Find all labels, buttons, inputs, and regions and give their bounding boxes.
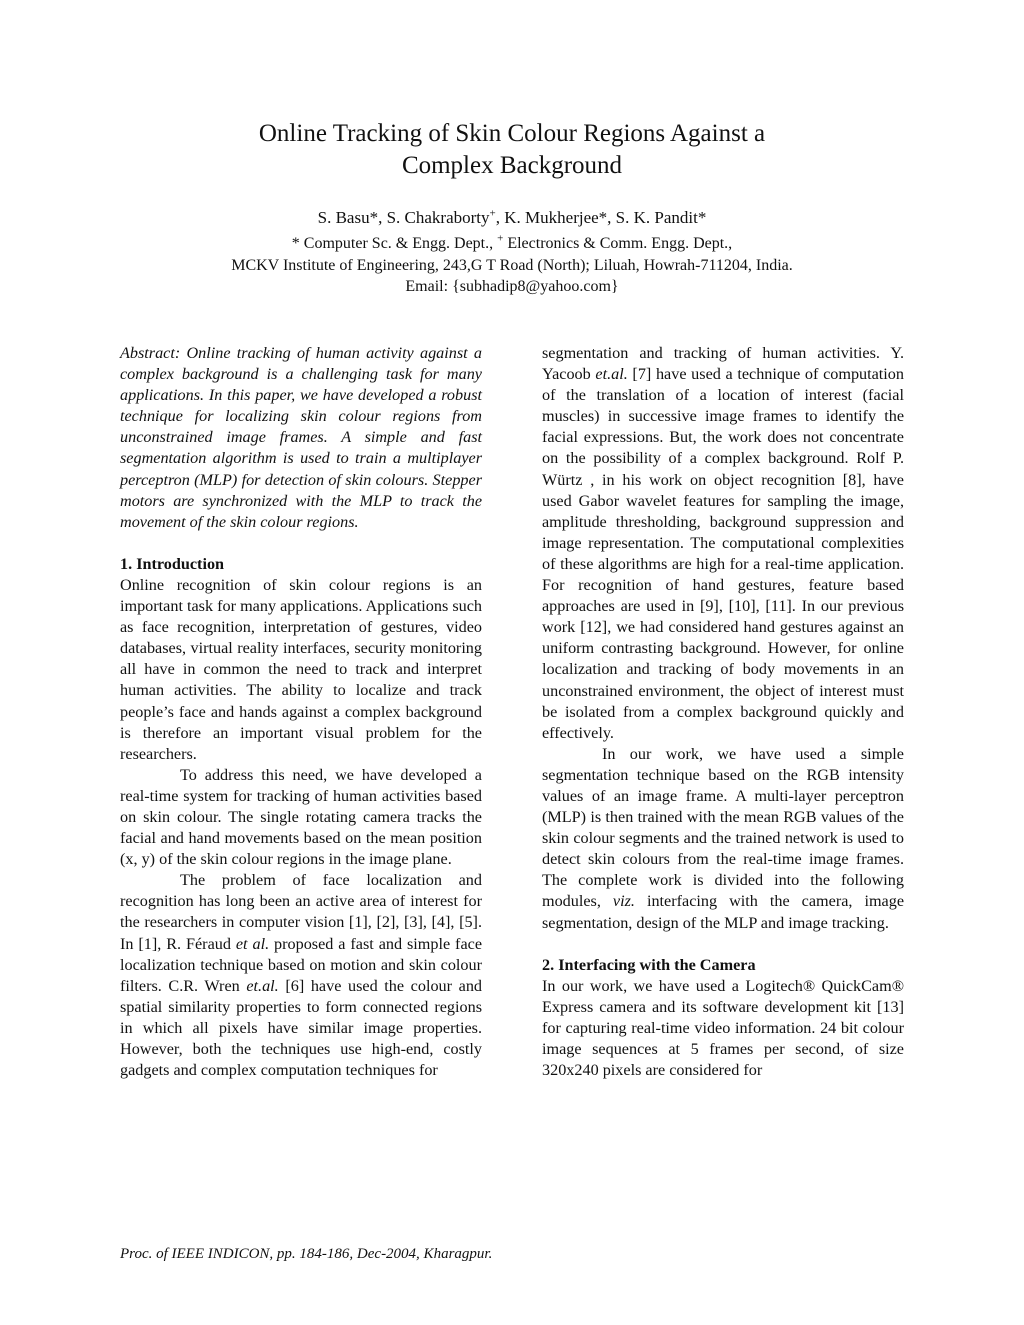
section-2-heading: 2. Interfacing with the Camera xyxy=(542,955,756,974)
affiliation-email: Email: {subhadip8@yahoo.com} xyxy=(405,278,619,295)
left-column xyxy=(120,343,482,1081)
p3-etal-2: et.al. xyxy=(246,976,279,995)
authors-part-1: S. Basu*, S. Chakraborty xyxy=(317,208,490,227)
section-1-paragraph-2: To address this need, we have developed a real-time system for tracking of human activities based on skin colour. The single rotating camera tracks the facial and hand movements based on the mean position (x, y) of the skin colour regions in the image plane. xyxy=(120,765,482,869)
section-1-paragraph-1: Online recognition of skin colour regions is an important task for many applications. Applications such as face recognition, interpretation of gestures, video databases, virtual reality interfaces, security monitoring all have in common the need to track and interpret human activities. The ability to localize and track people’s face and hands against a complex background is therefore an important visual problem for the researchers. xyxy=(120,575,482,763)
affiliation-institute: MCKV Institute of Engineering, 243,G T Road (North); Liluah, Howrah-711204, India. xyxy=(231,257,793,274)
paper-title xyxy=(0,118,1024,182)
affiliation-dept-1: * Computer Sc. & Engg. Dept., xyxy=(291,235,498,252)
rp2-viz: viz. xyxy=(612,892,635,911)
author-list xyxy=(0,207,1024,229)
abstract: Abstract: Online tracking of human activity against a complex background is a challenging task for many applications. In this paper, we have developed a robust technique for localizing skin colour regions from unconstrained image frames. A simple and fast segmentation algorithm is used to train a multiplayer perceptron (MLP) for detection of skin colours. Stepper motors are synchronized with the MLP to track the movement of the skin colour regions. xyxy=(120,344,482,531)
p3-etal-1: et al. xyxy=(235,934,270,953)
right-paragraph-2 xyxy=(542,744,904,934)
section-1-paragraph-3 xyxy=(120,870,482,1081)
rp1-etal: et.al. xyxy=(595,365,628,384)
p3-text-a: The problem of face localization and recognition has long been an active area of interest for the researchers in computer vision [1], [2], [3], [4], [5]. In [1], R. Féraud xyxy=(120,871,482,953)
affiliation-departments xyxy=(0,234,1024,254)
authors-part-2: , K. Mukherjee*, S. K. Pandit* xyxy=(495,208,707,227)
rp1-text-b: [7] have used a technique of computation of the translation of a location of interest (facial muscles) in successive image frames to identify the facial expressions. But, the work does not concentrate on the possibility of a complex background. Rolf P. Würtz , in his work on object recognition [8], have used Gabor wavelet features for sampling the image, amplitude thresholding, background suppression and image representation. The computational complexities of these algorithms are high for a real-time application. For recognition of hand gestures, feature based approaches are used in [9], [10], [11]. In our previous work [12], we had considered hand gestures against an uniform contrasting background. However, for online localization and tracking of body movements in an unconstrained environment, the object of interest must be isolated from a complex background quickly and effectively. xyxy=(542,365,904,742)
section-1-heading: 1. Introduction xyxy=(120,554,225,573)
rp1-text-a: segmentation and tracking of human activities. Y. Yacoob xyxy=(542,344,904,384)
section-2-paragraph-1: In our work, we have used a Logitech® QuickCam® Express camera and its software development kit [13] for capturing real-time video information. 24 bit colour image sequences at 5 frames per second, of size 320x240 pixels are considered for xyxy=(542,976,904,1080)
right-column xyxy=(542,343,904,1081)
title-line-2: Complex Background xyxy=(401,152,623,179)
affiliation-mark: + xyxy=(497,232,504,245)
author-mark: + xyxy=(489,207,496,220)
p3-text-b: proposed a fast and simple face localization technique based on motion and skin colour filters. C.R. Wren xyxy=(120,934,483,995)
right-paragraph-1 xyxy=(542,343,904,744)
affiliation-dept-2: Electronics & Comm. Engg. Dept., xyxy=(503,235,733,252)
p3-text-c: [6] have used the colour and spatial similarity properties to form connected regions in which all pixels have similar image properties. However, both the techniques use high-end, costly gadgets and complex computation techniques for xyxy=(120,976,483,1080)
title-line-1: Online Tracking of Skin Colour Regions Against a xyxy=(258,120,766,147)
rp2-text-a: In our work, we have used a simple segmentation technique based on the RGB intensity values of an image frame. A multi-layer perceptron (MLP) is then trained with the mean RGB values of the skin colour segments and the trained network is used to detect skin colours from the real-time image frames. The complete work is divided into the following modules, xyxy=(542,744,904,911)
rp2-text-b: interfacing with the camera, image segmentation, design of the MLP and image tracking. xyxy=(542,892,905,932)
page-footer: Proc. of IEEE INDICON, pp. 184-186, Dec-2004, Kharagpur. xyxy=(120,1246,493,1262)
